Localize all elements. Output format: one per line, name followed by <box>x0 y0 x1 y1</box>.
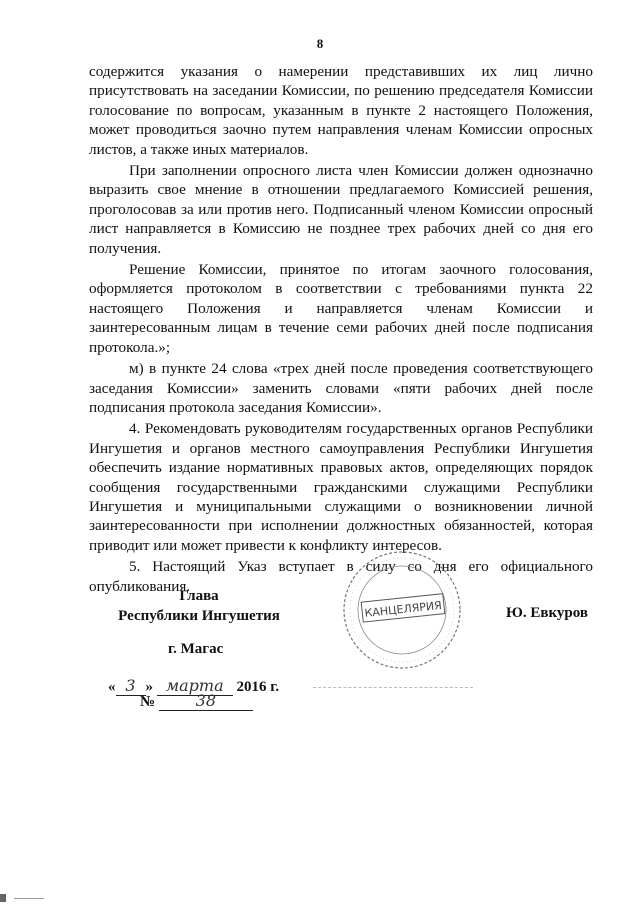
date-month: марта <box>157 676 233 696</box>
signatory-name: Ю. Евкуров <box>506 605 588 621</box>
date-open-quote: « <box>108 679 116 695</box>
document-number <box>140 691 253 711</box>
paragraph-5: 4. Рекомендовать руководителям государственных органов Республики Ингушетия и органов местного самоуправления Республики Ингушетия обеспечить издание нормативных правовых актов, определяющих порядок сообщения государственными гражданскими служащими Республики Ингушетия и муниципальными служащими о возникновении личной заинтересованности при исполнении должностных обязанностей, которая приводит или может привести к конфликту интересов. <box>89 420 593 554</box>
scan-edge-mark <box>0 894 6 902</box>
official-stamp-icon <box>340 548 464 672</box>
place-of-signing: г. Магас <box>168 641 224 657</box>
date-year: 2016 г. <box>236 679 280 695</box>
document-body <box>89 62 593 598</box>
signatory-title-line1: Глава <box>179 588 219 604</box>
date-close-quote: » <box>145 679 153 695</box>
scan-edge-line <box>14 898 44 899</box>
signatory-title-line2: Республики Ингушетия <box>118 608 280 624</box>
date-day: 3 <box>116 676 146 696</box>
paragraph-3: Решение Комиссии, принятое по итогам заочного голосования, оформляется протоколом в соответствии с требованиями пункта 22 настоящего Положения и направляется членам Комиссии и заинтересованным лицам в течение семи рабочих дней после подписания протокола.»; <box>89 261 593 356</box>
scan-dash-line <box>313 687 473 688</box>
page-number: 8 <box>316 36 324 51</box>
paragraph-1: содержится указания о намерении представивших их лиц лично присутствовать на заседании Комиссии, по решению председателя Комиссии голосование по вопросам, указанным в пункте 2 настоящего Положения, может проводиться заочно путем направления членам Комиссии опросных листов, а также иных материалов. <box>89 63 593 158</box>
stamp-label: КАНЦЕЛЯРИЯ <box>363 598 443 620</box>
paragraph-2: При заполнении опросного листа член Комиссии должен однозначно выразить свое мнение в отношении предлагаемого Комиссией решения, проголосовав за или против него. Подписанный членом Комиссии опросный лист направляется в Комиссию не позднее трех рабочих дней со дня его получения. <box>89 162 593 257</box>
paragraph-6: 5. Настоящий Указ вступает в силу со дня его официального опубликования. <box>89 558 593 595</box>
signatory-title <box>108 586 290 626</box>
document-number-label: № <box>140 694 156 710</box>
document-number-value: 38 <box>159 691 253 711</box>
paragraph-4: м) в пункте 24 слова «трех дней после проведения соответствующего заседания Комиссии» заменить словами «пяти рабочих дней после подписания протокола заседания Комиссии». <box>89 360 593 416</box>
